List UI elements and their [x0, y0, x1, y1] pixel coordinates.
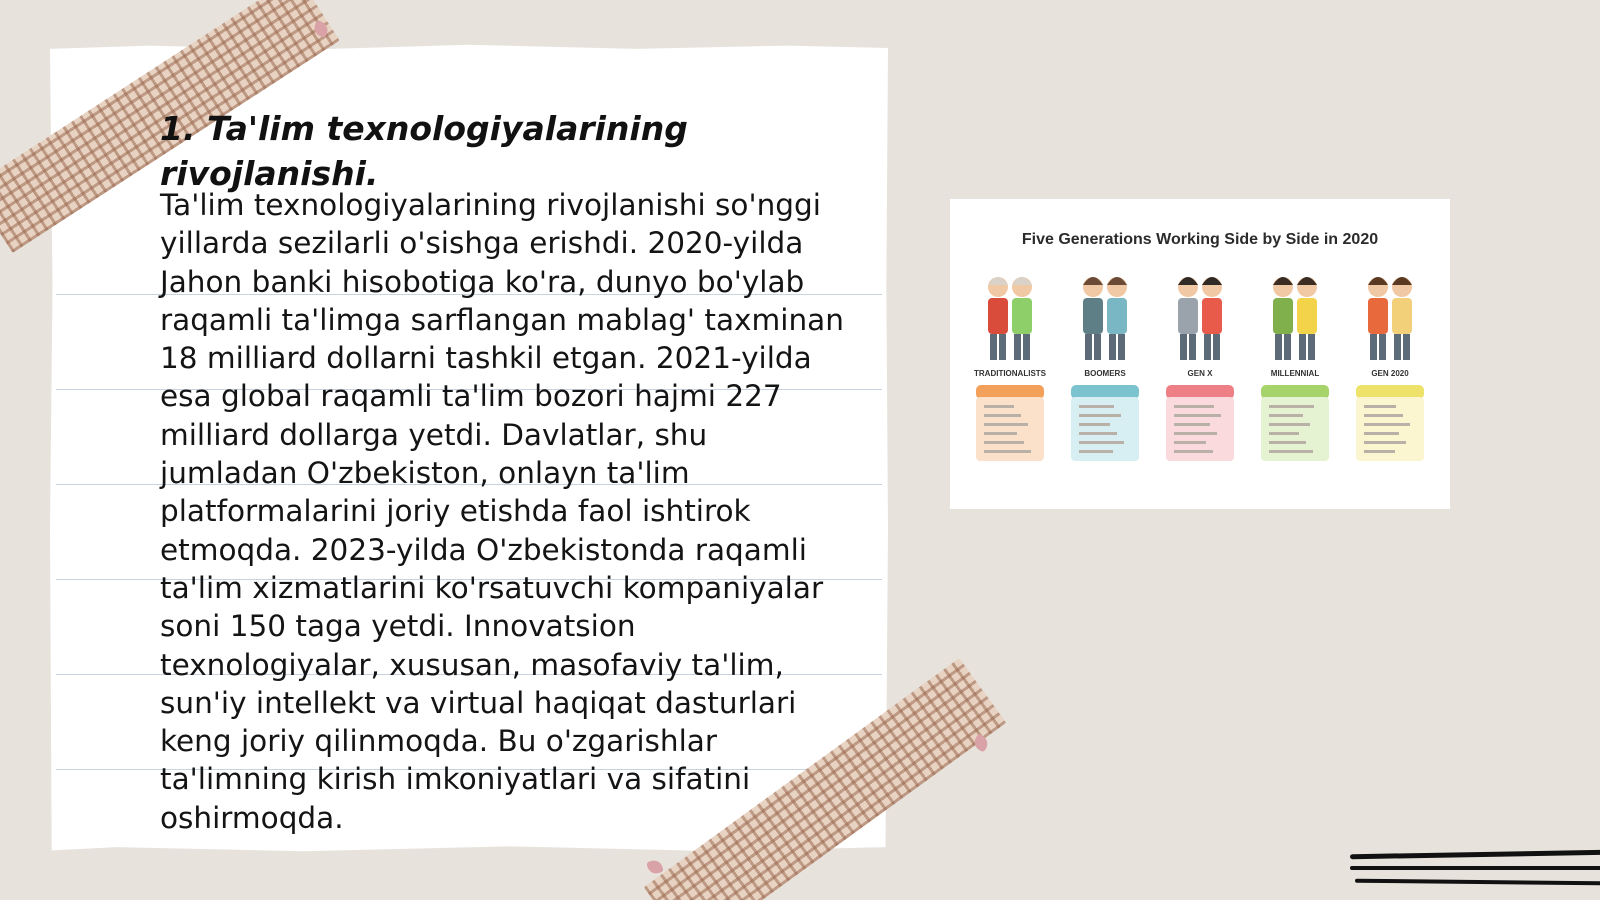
generation-label: GEN X — [1187, 369, 1213, 378]
generation-label: TRADITIONALISTS — [974, 369, 1046, 378]
generations-image — [950, 199, 1450, 509]
generation-label: BOOMERS — [1084, 369, 1126, 378]
slide-title: 1. Ta'lim texnologiyalarining rivojlanishi. — [160, 109, 688, 193]
generation-label: MILLENNIAL — [1270, 369, 1320, 378]
brush-stroke — [1350, 850, 1600, 860]
image-title: Five Generations Working Side by Side in 2020 — [1021, 231, 1379, 248]
generation-group — [974, 277, 1047, 461]
generation-group — [1071, 277, 1139, 461]
brush-stroke — [1350, 866, 1600, 870]
generations-illustration — [950, 199, 1450, 509]
generation-label: GEN 2020 — [1371, 369, 1409, 378]
brush-stroke — [1355, 879, 1600, 886]
generation-group — [1261, 277, 1329, 461]
generation-group — [1356, 277, 1424, 461]
slide-body-text: Ta'lim texnologiyalarining rivojlanishi so'nggi yillarda sezilarli o'sishga erishdi. 2020-yilda Jahon banki hisobotiga ko'ra, dunyo bo'ylab raqamli ta'limga sarflangan mablag' taxminan 18 milliard dollarni tashkil etgan. 2021-yilda esa global raqamli ta'lim bozori hajmi 227 milliard dollarga yetdi. Davlatlar, shu jumladan O'zbekiston, onlayn ta'lim platformalarini joriy etishda faol ishtirok etmoqda. 2023-yilda O'zbekistonda raqamli ta'lim xizmatlarini ko'rsatuvchi kompaniyalar soni 150 taga yetdi. Innovatsion texnologiyalar, xususan, masofaviy ta'lim, sun'iy intellekt va virtual haqiqat dasturlari keng joriy qilinmoqda. Bu o'zgarishlar ta'limning kirish imkoniyatlari va sifatini oshirmoqda. — [160, 188, 844, 835]
generation-group — [1166, 277, 1234, 461]
